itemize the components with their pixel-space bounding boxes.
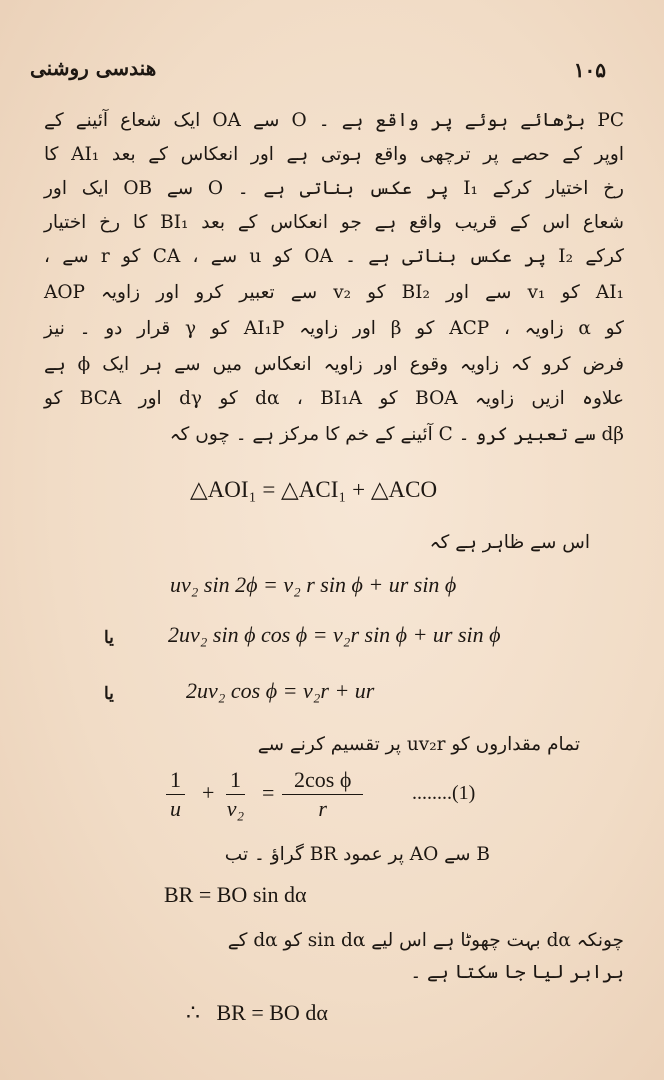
plus-sign: +	[202, 780, 215, 805]
paragraph-line-2: اوپر کے حصے پر ترچھی واقع ہوتی ہے اور انعکاس کے بعد AI₁ کا	[44, 144, 625, 165]
fraction-2-denominator: v₂	[226, 796, 245, 821]
text-divide: تمام مقداروں کو uv₂r پر تقسیم کرنے سے	[257, 734, 580, 755]
paragraph-line-8: فرض کرو کہ زاویہ وقوع اور زاویہ انعکاس میں سے ہر ایک ϕ ہے	[44, 354, 624, 375]
equation-br-sin: BR = BO sin dα	[164, 882, 307, 907]
paragraph-line-3: رخ اختیار کرکے I₁ پر عکس بناتی ہے ۔ O سے OB ایک اور	[44, 178, 624, 199]
equation-2: uv₂ sin 2ϕ = v₂ r sin ϕ + ur sin ϕ	[170, 572, 457, 597]
paragraph-line-5: کرکے I₂ پر عکس بناتی ہے ۔ OA کو u سے ، CA کو r سے ،	[44, 246, 624, 267]
text-small-angle-2: برابر لیا جا سکتا ہے ۔	[410, 962, 624, 983]
paragraph-line-7: کو α زاویہ ، ACP کو β اور زاویہ AI₁P کو γ قرار دو ۔ نیز	[44, 318, 624, 339]
running-head-title: هندسی روشنی	[30, 56, 157, 80]
fraction-3-denominator: r	[318, 796, 327, 821]
fraction-1-numerator: 1	[166, 766, 185, 795]
paragraph-line-1: PC بڑھائے ہوئے پر واقع ہے ۔ O سے OA ایک شعاع آئینے کے	[44, 110, 625, 131]
paragraph-line-10: dβ سے تعبیر کرو ۔ C آئینے کے خم کا مرکز ہے ۔ چوں کہ	[169, 424, 624, 445]
text-evident: اس سے ظاہر ہے کہ	[429, 532, 590, 553]
equation-label-1: ........(1)	[412, 782, 476, 804]
paragraph-line-9: علاوہ ازیں زاویہ BOA کو dα ، BI₁A کو dγ اور BCA کو	[44, 388, 624, 409]
paragraph-line-4: شعاع اس کے قریب واقع ہے جو انعکاس کے بعد BI₁ کا رخ اختیار	[44, 212, 624, 233]
fraction-1-over-u	[166, 766, 185, 823]
fraction-2-numerator: 1	[226, 766, 245, 795]
equation-3: 2uv₂ sin ϕ cos ϕ = v₂r sin ϕ + ur sin ϕ	[168, 622, 501, 647]
page-number: ۱۰۵	[573, 58, 606, 82]
fraction-2cos-over-r	[282, 766, 363, 823]
ya-connector-2: یا	[104, 684, 114, 704]
equation-triangle-areas: △AOI₁ = △ACI₁ + △ACO	[190, 477, 438, 502]
ya-connector-1: یا	[104, 628, 114, 648]
equation-br-approx: ∴ BR = BO dα	[186, 1000, 328, 1025]
fraction-1-denominator: u	[170, 796, 181, 821]
paragraph-line-6: AI₁ کو v₁ سے اور BI₂ کو v₂ سے تعبیر کرو اور زاویہ AOP	[44, 282, 624, 303]
text-small-angle-1: چونکہ dα بہت چھوٹا ہے اس لیے sin dα کو dα کے	[227, 930, 624, 951]
text-perpendicular: B سے AO پر عمود BR گراؤ ۔ تب	[224, 844, 490, 865]
fraction-1-over-v2	[226, 766, 245, 823]
fraction-3-numerator: 2cos ϕ	[282, 766, 363, 795]
equals-sign: =	[262, 780, 275, 805]
equation-4: 2uv₂ cos ϕ = v₂r + ur	[186, 678, 375, 703]
